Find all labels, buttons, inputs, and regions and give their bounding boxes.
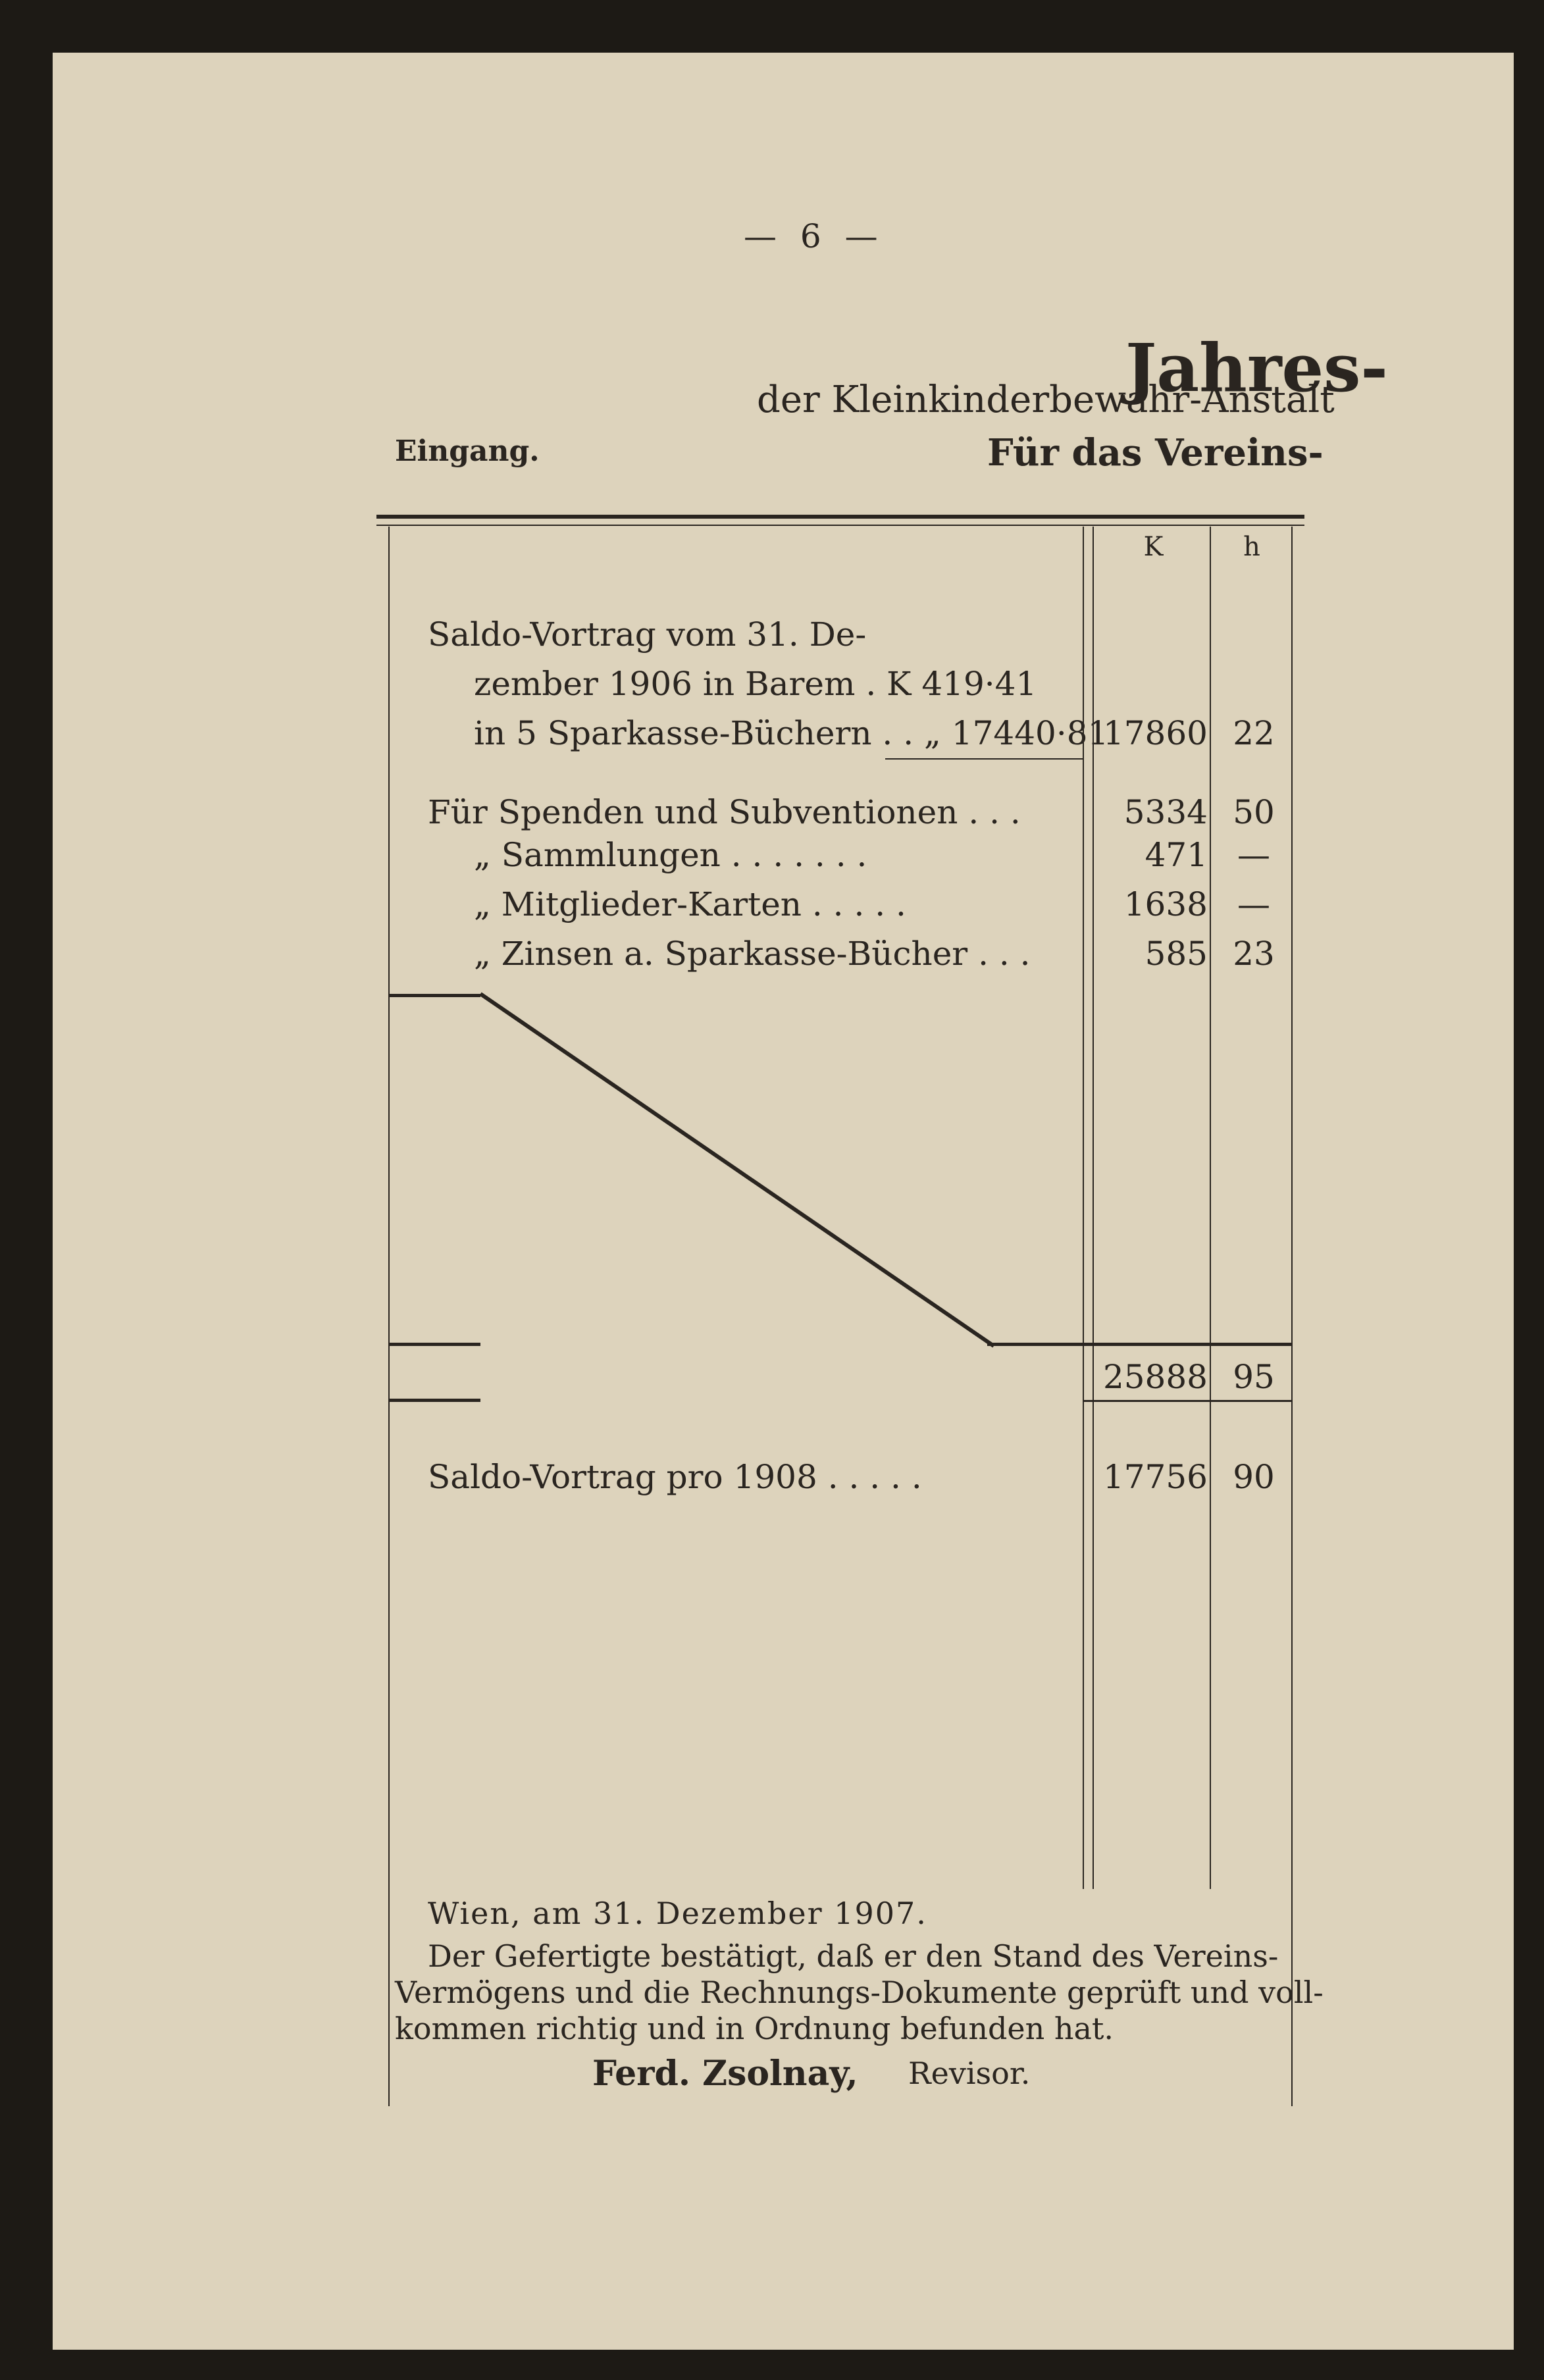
right-label: Für das Vereins- xyxy=(987,431,1324,475)
table-cell-k: 17860 xyxy=(1102,714,1208,752)
cancel-rule-left xyxy=(388,994,480,997)
table-cell-h: 22 xyxy=(1233,714,1275,752)
place-date: Wien, am 31. Dezember 1907. xyxy=(428,1896,927,1931)
total-rule-left xyxy=(388,1399,480,1402)
table-top-rule xyxy=(376,515,1304,519)
table-row-label: „ Sammlungen . . . . . . . xyxy=(474,836,867,874)
saldo-k: 17756 xyxy=(1102,1458,1208,1496)
table-cell-h: — xyxy=(1237,885,1270,923)
table-row-label: „ Mitglieder-Karten . . . . . xyxy=(474,885,906,923)
total-k: 25888 xyxy=(1102,1358,1208,1396)
statement-line: Vermögens und die Rechnungs-Dokumente geprüft und voll- xyxy=(395,1975,1324,2010)
table-top-rule-thin xyxy=(376,525,1304,526)
table-cell-k: 471 xyxy=(1145,836,1208,874)
table-row-label: zember 1906 in Barem . K 419·41 xyxy=(474,665,1037,703)
table-row-label: Saldo-Vortrag vom 31. De- xyxy=(428,615,867,654)
page-title: Jahres- xyxy=(1125,329,1388,407)
saldo-label: Saldo-Vortrag pro 1908 . . . . . xyxy=(428,1458,922,1496)
table-left-border xyxy=(388,527,390,2106)
table-cell-h: — xyxy=(1237,836,1270,874)
table-row-label: in 5 Sparkasse-Büchern . . „ 17440·81 xyxy=(474,714,1109,752)
statement-line: Der Gefertigte bestätigt, daß er den Stand des Vereins- xyxy=(428,1938,1279,1974)
total-rule-right xyxy=(1083,1400,1291,1402)
table-right-border xyxy=(1291,527,1293,2106)
col-header-h: h xyxy=(1243,532,1260,562)
col-header-k: K xyxy=(1143,532,1164,562)
total-h: 95 xyxy=(1233,1358,1275,1396)
sum-rule-right xyxy=(987,1343,1291,1346)
table-cell-k: 5334 xyxy=(1123,793,1208,831)
sum-rule-left xyxy=(388,1343,480,1346)
saldo-h: 90 xyxy=(1233,1458,1275,1496)
page-number: — 6 — xyxy=(744,217,885,255)
table-row-label: Für Spenden und Subventionen . . . xyxy=(428,793,1021,831)
table-cell-h: 23 xyxy=(1233,935,1275,973)
signature-name: Ferd. Zsolnay, xyxy=(592,2054,858,2094)
table-cell-h: 50 xyxy=(1233,793,1275,831)
table-cell-k: 1638 xyxy=(1123,885,1208,923)
statement-line: kommen richtig und in Ordnung befunden hat. xyxy=(395,2011,1114,2046)
subtotal-rule xyxy=(885,758,1083,760)
page-subtitle: der Kleinkinderbewahr-Anstalt xyxy=(757,378,1335,421)
table-col-divider-3 xyxy=(1210,527,1211,1889)
table-cell-k: 585 xyxy=(1145,935,1208,973)
diagonal-cancel-line xyxy=(474,987,1000,1356)
signature-role: Revisor. xyxy=(908,2056,1031,2091)
table-row-label: „ Zinsen a. Sparkasse-Bücher . . . xyxy=(474,935,1031,973)
left-label: Eingang. xyxy=(395,434,540,468)
